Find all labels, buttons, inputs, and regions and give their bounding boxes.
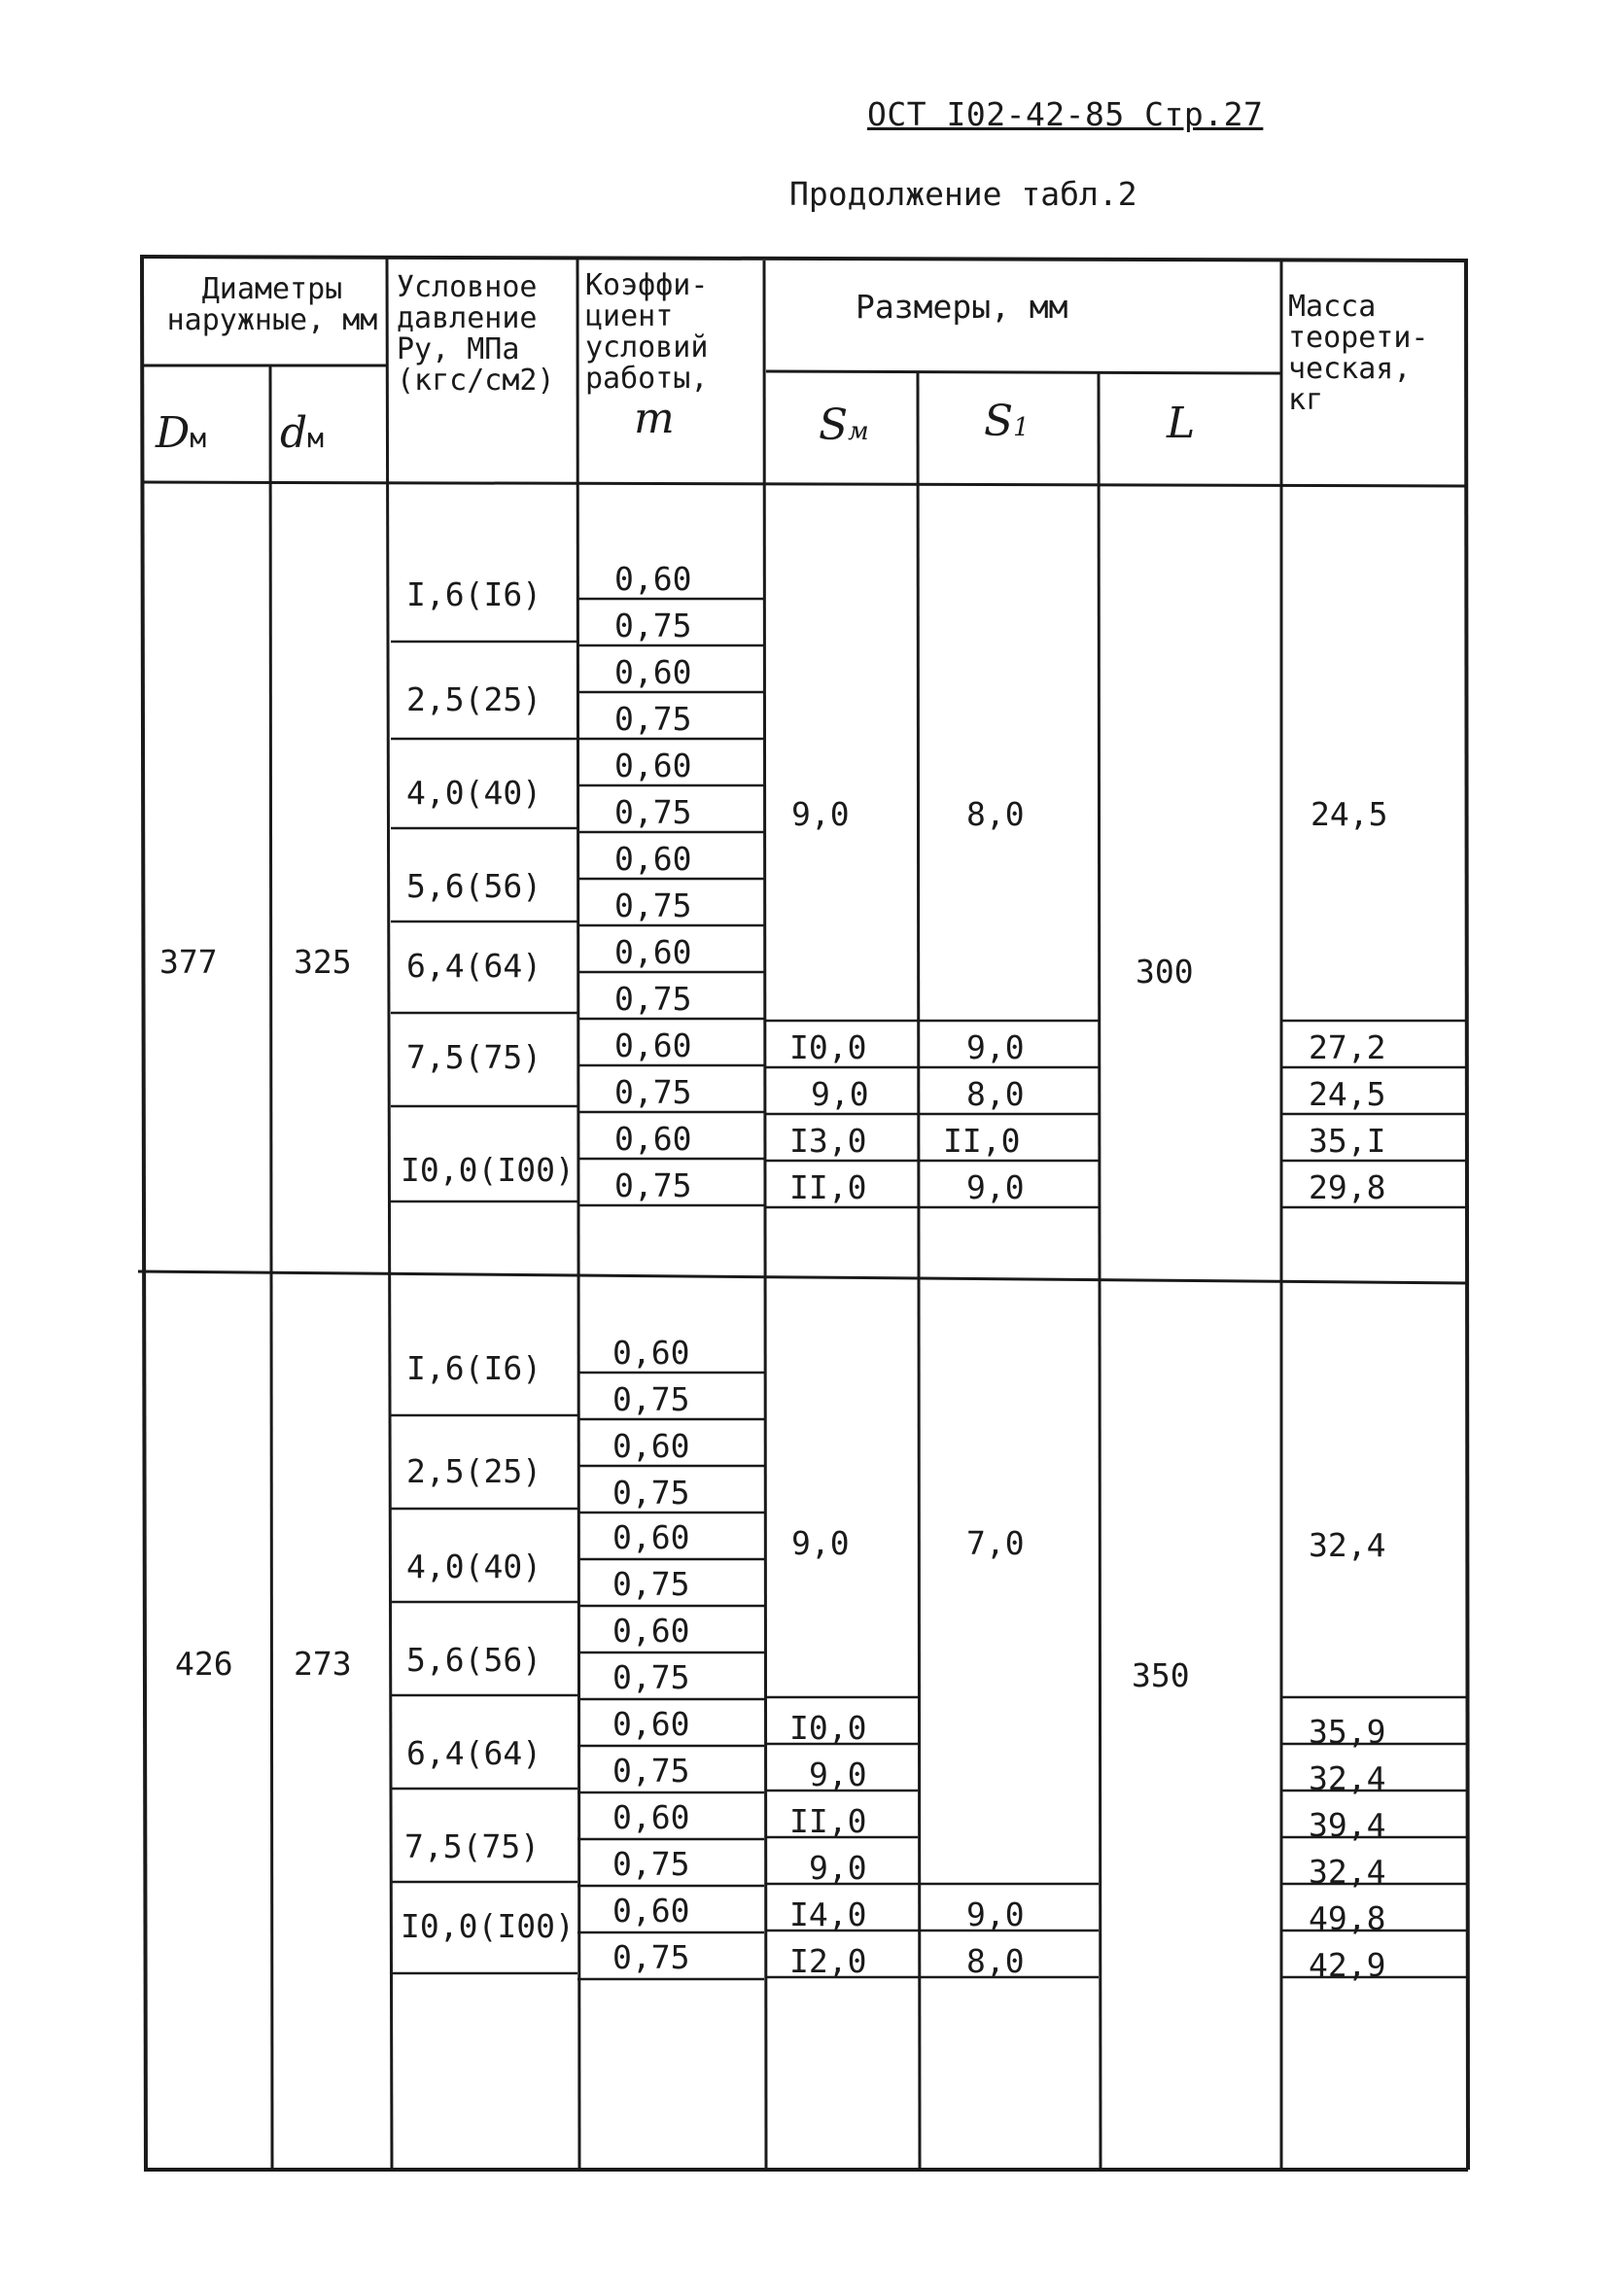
block1-pressure: 2,5(25) xyxy=(406,680,542,718)
block2-pressure: I,6(I6) xyxy=(406,1349,542,1387)
block2-L: 350 xyxy=(1132,1656,1190,1694)
block2-Sm: 9,0 xyxy=(809,1849,867,1887)
block1-pressure: I,6(I6) xyxy=(406,575,542,613)
block1-pressure: I0,0(I00) xyxy=(401,1151,575,1189)
block2-m: 0,60 xyxy=(612,1892,690,1930)
block2-m: 0,75 xyxy=(612,1752,690,1790)
block1-pressure: 4,0(40) xyxy=(406,774,542,812)
column-line xyxy=(1099,371,1101,2170)
block1-D: 377 xyxy=(159,943,218,981)
block1-Sm: 9,0 xyxy=(791,795,850,833)
block1-m: 0,60 xyxy=(614,840,692,878)
block1-m: 0,75 xyxy=(614,887,692,924)
table-continuation-title: Продолжение табл.2 xyxy=(789,175,1137,213)
block2-m: 0,75 xyxy=(612,1658,690,1696)
block1-S1: 9,0 xyxy=(966,1028,1025,1066)
block2-Sm: I4,0 xyxy=(789,1896,867,1933)
header-d: dм xyxy=(280,408,325,458)
block1-m: 0,75 xyxy=(614,700,692,738)
block2-m: 0,75 xyxy=(612,1474,690,1512)
block1-S1: II,0 xyxy=(943,1122,1021,1160)
block1-Sm: I0,0 xyxy=(789,1028,867,1066)
block2-pressure: I0,0(I00) xyxy=(401,1907,575,1945)
block1-L: 300 xyxy=(1136,953,1194,991)
block1-Sm: II,0 xyxy=(789,1168,867,1206)
block1-m: 0,75 xyxy=(614,1166,692,1204)
block1-m: 0,60 xyxy=(614,1026,692,1064)
block2-pressure: 7,5(75) xyxy=(404,1827,541,1865)
block1-mass: 29,8 xyxy=(1309,1168,1386,1206)
block1-m: 0,75 xyxy=(614,1073,692,1111)
block1-m: 0,60 xyxy=(614,653,692,691)
column-line xyxy=(764,261,766,2170)
column-line xyxy=(918,371,920,2170)
block2-mass: 35,9 xyxy=(1309,1713,1386,1751)
block1-Sm: 9,0 xyxy=(811,1075,869,1113)
block2-D: 426 xyxy=(175,1645,233,1683)
block1-pressure: 6,4(64) xyxy=(406,947,542,985)
block2-pressure: 5,6(56) xyxy=(406,1641,542,1679)
block2-d: 273 xyxy=(294,1645,352,1683)
block1-S1: 8,0 xyxy=(966,1075,1025,1113)
block1-m: 0,60 xyxy=(614,933,692,971)
block2-mass: 49,8 xyxy=(1309,1899,1386,1937)
block1-pressure: 7,5(75) xyxy=(406,1038,542,1076)
column-line xyxy=(577,259,579,2170)
block2-mass: 32,4 xyxy=(1309,1853,1386,1891)
block2-S1: 7,0 xyxy=(966,1524,1025,1562)
block1-Sm: I3,0 xyxy=(789,1122,867,1160)
block1-S1: 9,0 xyxy=(966,1168,1025,1206)
header-D: Dм xyxy=(156,408,207,458)
table-border-left xyxy=(142,257,146,2170)
block2-Sm: 9,0 xyxy=(809,1756,867,1793)
header-pressure: Условное давление Ру, МПа (кгс/см2) xyxy=(397,270,555,398)
column-line xyxy=(270,365,272,2170)
block2-m: 0,75 xyxy=(612,1565,690,1603)
block1-mass: 27,2 xyxy=(1309,1028,1386,1066)
block2-mass: 32,4 xyxy=(1309,1526,1386,1564)
block2-m: 0,60 xyxy=(612,1705,690,1743)
block2-mass: 32,4 xyxy=(1309,1759,1386,1797)
block1-d: 325 xyxy=(294,943,352,981)
block1-m: 0,60 xyxy=(614,747,692,784)
header-coefficient-symbol: m xyxy=(634,394,675,443)
block2-m: 0,75 xyxy=(612,1938,690,1976)
header-bottom-line xyxy=(142,482,1468,486)
block1-m: 0,60 xyxy=(614,560,692,598)
block2-m: 0,75 xyxy=(612,1845,690,1883)
block2-m: 0,60 xyxy=(612,1427,690,1465)
block1-pressure: 5,6(56) xyxy=(406,867,542,905)
block2-m: 0,60 xyxy=(612,1612,690,1650)
header-mass: Масса теорети- ческая, кг xyxy=(1288,290,1429,417)
header-sizes: Размеры, мм xyxy=(856,288,1068,326)
block1-m: 0,75 xyxy=(614,607,692,644)
block1-S1: 8,0 xyxy=(966,795,1025,833)
block1-mass: 35,I xyxy=(1309,1122,1386,1160)
block1-m: 0,75 xyxy=(614,980,692,1018)
header-Sm: Sм xyxy=(819,400,869,450)
block2-Sm: II,0 xyxy=(789,1802,867,1840)
block2-pressure: 2,5(25) xyxy=(406,1452,542,1490)
header-L: L xyxy=(1167,399,1196,448)
block2-m: 0,75 xyxy=(612,1380,690,1418)
block-separator xyxy=(138,1271,1468,1283)
block2-S1: 9,0 xyxy=(966,1896,1025,1933)
block1-m: 0,60 xyxy=(614,1120,692,1158)
block2-pressure: 4,0(40) xyxy=(406,1548,542,1585)
header-line xyxy=(766,371,1281,373)
block2-m: 0,60 xyxy=(612,1518,690,1556)
block2-S1: 8,0 xyxy=(966,1942,1025,1980)
header-coefficient: Коэффи- циент условий работы, xyxy=(585,268,709,396)
block2-pressure: 6,4(64) xyxy=(406,1734,542,1772)
block2-m: 0,60 xyxy=(612,1798,690,1836)
block2-m: 0,60 xyxy=(612,1334,690,1372)
block1-mass: 24,5 xyxy=(1309,1075,1386,1113)
table-border-top xyxy=(140,257,1468,261)
block2-mass: 39,4 xyxy=(1309,1806,1386,1844)
block2-Sm: I2,0 xyxy=(789,1942,867,1980)
table-border-right xyxy=(1466,261,1468,2170)
block2-Sm: I0,0 xyxy=(789,1709,867,1747)
header-S1: S1 xyxy=(984,397,1030,446)
block2-Sm: 9,0 xyxy=(791,1524,850,1562)
block2-mass: 42,9 xyxy=(1309,1946,1386,1984)
block1-m: 0,75 xyxy=(614,793,692,831)
header-diameters: Диаметры наружные, мм xyxy=(166,272,378,337)
block1-mass: 24,5 xyxy=(1311,795,1388,833)
page-header: ОСТ I02-42-85 Стр.27 xyxy=(867,95,1264,133)
